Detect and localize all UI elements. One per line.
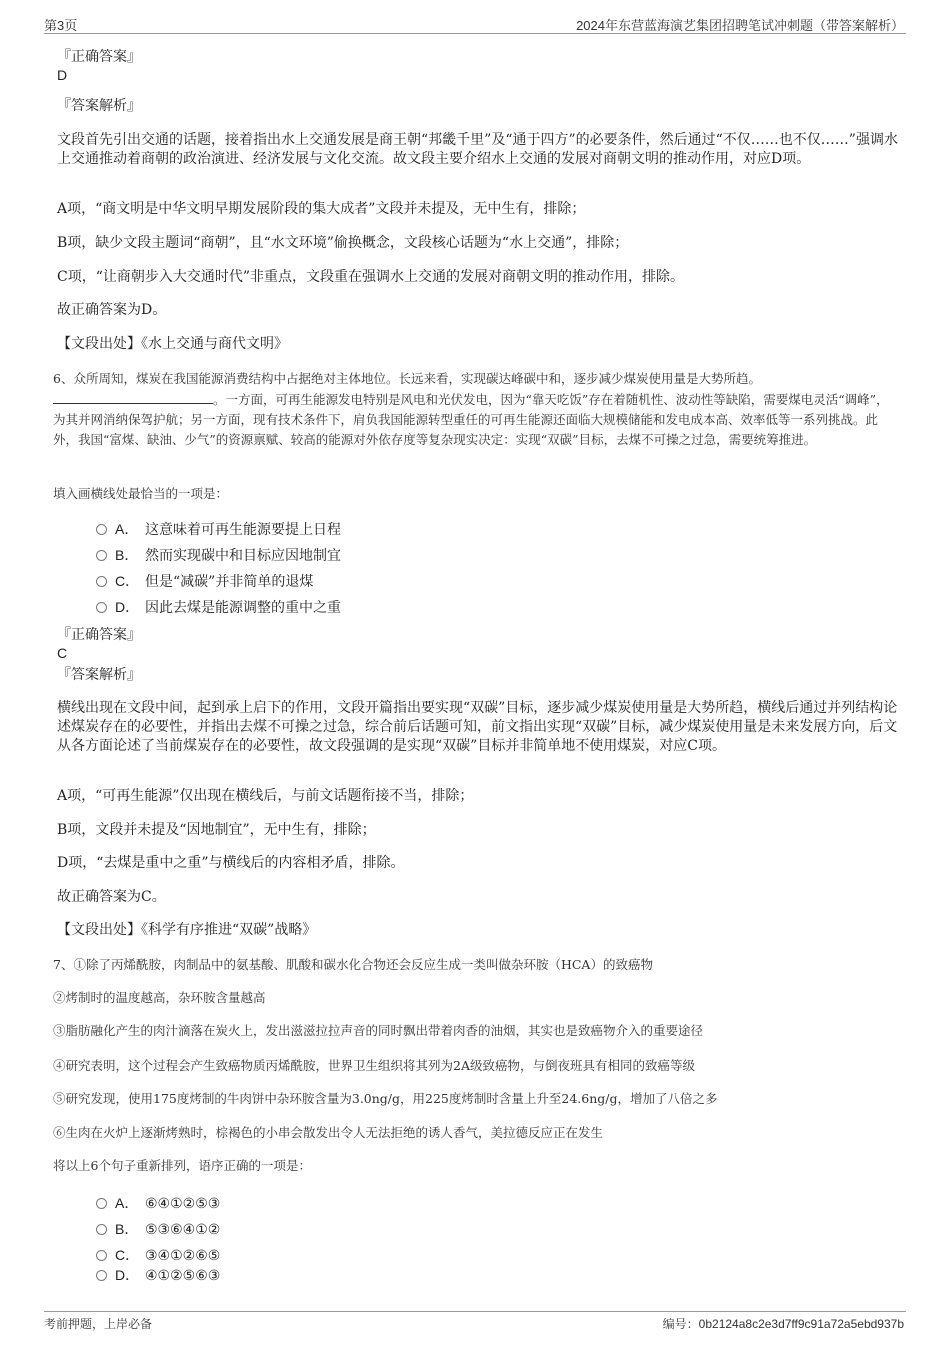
question-stem: [53, 369, 899, 450]
option-b-analysis: B项，文段并未提及“因地制宜”，无中生有，排除；: [57, 822, 376, 838]
sentence-2: ②烤制时的温度越高，杂环胺含量越高: [53, 990, 266, 1005]
radio-icon[interactable]: [96, 1224, 107, 1235]
option-a-text: 这意味着可再生能源要提上日程: [145, 522, 341, 538]
radio-icon[interactable]: [96, 1270, 107, 1281]
option-d[interactable]: D． 因此去煤是能源调整的重中之重: [96, 597, 341, 617]
document-code: [663, 1315, 904, 1332]
page-number: 第3页: [44, 18, 78, 33]
option-d-text: ④①②⑤⑥③: [145, 1268, 221, 1284]
option-c-text: ③④①②⑥⑤: [145, 1248, 221, 1264]
option-d[interactable]: D． ④①②⑤⑥③: [96, 1265, 220, 1285]
option-b-text: ⑤③⑥④①②: [145, 1222, 221, 1238]
answer-value: D: [57, 67, 68, 83]
code-value: 0b2124a8c2e3d7ff9c91a72a5ebd937b: [698, 1317, 904, 1331]
document-title: 2024年东营蓝海演艺集团招聘笔试冲刺题（带答案解析）: [576, 18, 904, 33]
option-a-analysis: A项，“商文明是中华文明早期发展阶段的集大成者”文段并未提及，无中生有，排除；: [57, 201, 586, 217]
analysis-label: 『答案解析』: [57, 98, 141, 114]
radio-icon[interactable]: [96, 1250, 107, 1261]
option-b[interactable]: B． 然而实现碳中和目标应因地制宜: [96, 545, 341, 565]
sentence-3: ③脂肪融化产生的肉汁滴落在炭火上，发出滋滋拉拉声音的同时飘出带着肉香的油烟，其实也是致癌物介入的重要途径: [53, 1023, 704, 1038]
stem-rest: 活“调峰”，为其并网消纳保驾护航；另一方面，现有技术条件下，肩负我国能源转型重任的可再生能源还面临大规模储能和发电成本高、效率低等一系列挑战。此外，我国“富煤、缺油、少气”的资源禀赋、较高的能源对外依存度等复杂现实决定：实现“双碳”目标，去煤不可操之过急，需要统筹推进。: [53, 392, 889, 447]
sentence-5: ⑤研究发现，使用175度烤制的牛肉饼中杂环胺含量为3.0ng/g，用225度烤制时含量上升至24.6ng/g，增加了八倍之多: [53, 1091, 718, 1106]
answer-value: C: [57, 645, 68, 661]
sentence-1: 7、①除了丙烯酰胺，肉制品中的氨基酸、肌酸和碳水化合物还会反应生成一类叫做杂环胺（HCA）的致癌物: [53, 957, 653, 972]
option-b-analysis: B项，缺少文段主题词“商朝”，且“水文环境”偷换概念，文段核心话题为“水上交通”，排除；: [57, 235, 629, 251]
header-rule: [44, 33, 906, 34]
footer-rule: [44, 1311, 906, 1312]
answer-label: 『正确答案』: [57, 627, 141, 643]
analysis-text: 文段首先引出交通的话题，接着指出水上交通发展是商王朝“邦畿千里”及“通于四方”的必要条件，然后通过“不仅……也不仅……”强调水上交通推动着商朝的政治演进、经济发展与文化交流。故文段主要介绍水上交通的发展对商朝文明的推动作用，对应D项。: [57, 132, 898, 167]
sentence-6: ⑥生肉在火炉上逐渐烤熟时，棕褐色的小串会散发出令人无法拒绝的诱人香气，美拉德反应正在发生: [53, 1125, 604, 1140]
option-d-text: 因此去煤是能源调整的重中之重: [145, 600, 341, 616]
answer-label: 『正确答案』: [57, 49, 141, 65]
analysis-label: 『答案解析』: [57, 667, 141, 683]
option-c[interactable]: C． 但是“减碳”并非简单的退煤: [96, 571, 313, 591]
option-a-text: ⑥④①②⑤③: [145, 1196, 221, 1212]
fill-blank: [53, 389, 213, 404]
radio-icon[interactable]: [96, 550, 107, 561]
source: 【文段出处】《水上交通与商代文明》: [57, 336, 288, 352]
option-c[interactable]: C． ③④①②⑥⑤: [96, 1245, 220, 1265]
option-c-text: 但是“减碳”并非简单的退煤: [145, 574, 314, 590]
stem-after-blank: 。一方面，可再生能源发电特别是风电和光伏发电，因为“靠天吃饭”存在着随机性、波动性等缺陷，需要煤电灵: [213, 392, 826, 407]
option-c-analysis: C项，“让商朝步入大交通时代”非重点，文段重在强调水上交通的发展对商朝文明的推动作用，排除。: [57, 269, 685, 285]
radio-icon[interactable]: [96, 602, 107, 613]
code-label: 编号：: [662, 1317, 699, 1331]
analysis-text: 横线出现在文段中间，起到承上启下的作用，文段开篇指出要实现“双碳”目标，逐步减少煤炭使用量是大势所趋，横线后通过并列结构论述煤炭存在的必要性，并指出去煤不可操之过急，综合前后话题可知，前文指出实现“双碳”目标，减少煤炭使用量是未来发展方向，后文从各方面论述了当前煤炭存在的必要性，故文段强调的是实现“双碳”目标并非简单地不使用煤炭，对应C项。: [57, 700, 898, 754]
question-prompt: 填入画横线处最恰当的一项是：: [53, 486, 229, 501]
option-a[interactable]: A． 这意味着可再生能源要提上日程: [96, 519, 341, 539]
source: 【文段出处】《科学有序推进“双碳”战略》: [57, 922, 317, 938]
option-b-text: 然而实现碳中和目标应因地制宜: [145, 548, 341, 564]
conclusion: 故正确答案为C。: [57, 889, 166, 905]
sentence-4: ④研究表明，这个过程会产生致癌物质丙烯酰胺，世界卫生组织将其列为2A级致癌物，与倒夜班具有相同的致癌等级: [53, 1058, 695, 1073]
footer-slogan: 考前押题，上岸必备: [44, 1317, 153, 1331]
radio-icon[interactable]: [96, 1198, 107, 1209]
conclusion: 故正确答案为D。: [57, 302, 167, 318]
option-a-analysis: A项，“可再生能源”仅出现在横线后，与前文话题衔接不当，排除；: [57, 788, 474, 804]
option-a[interactable]: A． ⑥④①②⑤③: [96, 1193, 220, 1213]
question-prompt: 将以上6个句子重新排列，语序正确的一项是：: [53, 1158, 311, 1173]
radio-icon[interactable]: [96, 524, 107, 535]
radio-icon[interactable]: [96, 576, 107, 587]
stem-start: 6、众所周知，煤炭在我国能源消费结构中占据绝对主体地位。长远来看，实现碳达峰碳中和，逐步减少煤炭使用量是大势所趋。: [53, 371, 761, 386]
option-d-analysis: D项，“去煤是重中之重”与横线后的内容相矛盾，排除。: [57, 855, 405, 871]
option-b[interactable]: B． ⑤③⑥④①②: [96, 1219, 220, 1239]
